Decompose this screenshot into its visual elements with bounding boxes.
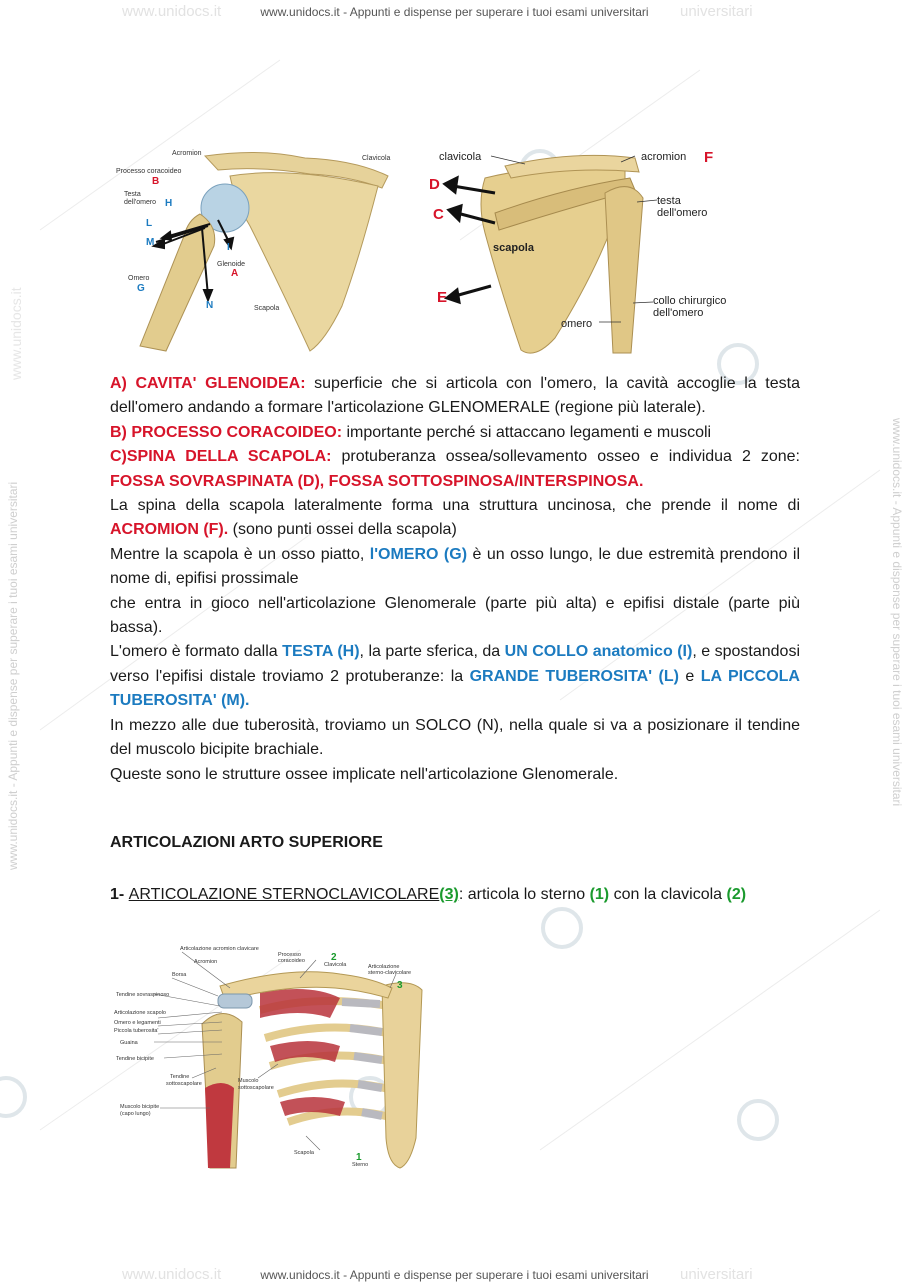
figure-scapula-anterior (110, 136, 410, 361)
fig3-label-capsula: Piccola tuberosita' (114, 1028, 159, 1034)
fig3-label-tendine: Tendine (170, 1074, 190, 1080)
side-watermark-left-ghost: www.unidocs.it (8, 287, 24, 380)
fig3-label-sottoscap2: sottoscapolare (238, 1085, 274, 1091)
term-processo-coracoideo: B) PROCESSO CORACOIDEO: (110, 423, 343, 441)
fig2-letter-c: C (433, 206, 444, 223)
fig3-label-tend-bic: Tendine bicipite (116, 1056, 154, 1062)
fig3-label-processo2: coracoideo (278, 958, 305, 964)
fig2-label-collo2: dell'omero (653, 307, 704, 319)
fig3-label-art-sterno1: Articolazione (368, 964, 400, 970)
fig1-letter-m: M (146, 237, 155, 248)
fig1-label-glenoide: Glenoide (217, 261, 246, 268)
fig2-label-omero: omero (561, 318, 593, 330)
fig2-label-testa: testa (657, 195, 681, 207)
section-title: ARTICOLAZIONI ARTO SUPERIORE (110, 834, 383, 851)
fig1-label-testa: Testa (124, 191, 141, 198)
fig3-number-1: 1 (356, 1152, 362, 1163)
paragraph-processo-coracoideo: B) PROCESSO CORACOIDEO: importante perché si attaccano legamenti e muscoli (110, 423, 712, 441)
fig2-letter-e: E (437, 289, 448, 306)
item-sternoclavicolare: 1- ARTICOLAZIONE STERNOCLAVICOLARE(3): articola lo sterno (1) con la clavicola (2) (110, 886, 747, 903)
page-footer: www.unidocs.it - Appunti e dispense per superare i tuoi esami universitari (260, 1268, 649, 1282)
figure-shoulder-joint (110, 938, 440, 1173)
fig3-label-scapola: Scapola (294, 1150, 314, 1156)
fig3-label-sterno: Sterno (352, 1162, 369, 1168)
term-testa: TESTA (H) (282, 643, 360, 661)
term-cavita-glenoidea: A) CAVITA' GLENOIDEA: (110, 375, 306, 392)
fig1-letter-l: L (146, 218, 153, 229)
side-watermark-left: www.unidocs.it - Appunti e dispense per superare i tuoi esami universitari (6, 481, 20, 870)
fig3-label-muscolo: Muscolo (238, 1078, 259, 1084)
term-collo: UN COLLO anatomico (I) (504, 643, 693, 661)
fig3-label-borsa: Borsa (172, 972, 187, 978)
paragraph-acromion: La spina della scapola lateralmente forma una struttura uncinosa, che prende il nome di ACROMION (F). (sono punti ossei della scapola) (110, 497, 800, 539)
fig3-label-acromion: Acromion (194, 959, 218, 965)
fig3-label-guaina: Guaina (120, 1040, 138, 1046)
paragraph-omero: Mentre la scapola è un osso piatto, l'OMERO (G) è un osso lungo, le due estremità prendono il nome di, epifisi prossimale (110, 545, 801, 588)
term-fosse: FOSSA SOVRASPINATA (D), FOSSA SOTTOSPINOSA/INTERSPINOSA. (110, 472, 644, 490)
header-ghost-left: www.unidocs.it (122, 3, 222, 20)
fig3-number-3: 3 (397, 980, 403, 991)
side-watermark-right: www.unidocs.it - Appunti e dispense per superare i tuoi esami universitari (890, 418, 904, 807)
fig3-label-art-scap: Articolazione scapolo (114, 1010, 166, 1016)
fig2-label-dellomero: dell'omero (657, 207, 708, 219)
fig2-letter-d: D (429, 176, 440, 193)
fig3-label-tendine-sovra: Tendine sovraspinoso (116, 992, 170, 998)
term-grande-tuberosita: GRANDE TUBEROSITA' (L) (469, 667, 679, 685)
main-text (110, 372, 800, 787)
fig2-label-acromion: acromion (641, 151, 687, 163)
fig3-label-musc-bic1: Muscolo bicipite (120, 1104, 160, 1110)
fig3-label-omero-lig: Omero e legamenti (114, 1020, 161, 1026)
term-acromion: ACROMION (F). (110, 521, 229, 539)
paragraph-cavita-glenoidea: A) CAVITA' GLENOIDEA: superficie che si articola con l'omero, la cavità accoglie la testa dell'omero andando a formare l'articolazione GLENOMERALE (regione più laterale). (110, 375, 800, 417)
fig3-label-art-sterno2: sterno-clavicolare (368, 970, 412, 976)
fig3-number-2: 2 (331, 952, 337, 963)
fig1-letter-a: A (231, 268, 239, 279)
fig3-label-clavicola: Clavicola (324, 962, 347, 968)
footer-ghost-left: www.unidocs.it (122, 1266, 222, 1283)
footer-ghost-right: universitari (680, 1266, 753, 1283)
paragraph-testa-omero: L'omero è formato dalla TESTA (H), la parte sferica, da UN COLLO anatomico (I), e spostandosi verso l'epifisi distale troviamo 2 protuberanze: la GRANDE TUBEROSITA' (L) e LA PICCOLA TUBEROSITA' (M). (110, 643, 801, 710)
paragraph-spina-scapola: C)SPINA DELLA SCAPOLA: protuberanza ossea/sollevamento osseo e individua 2 zone: FOSSA SOVRASPINATA (D), FOSSA SOTTOSPINOSA/INTERSPINOSA. (110, 448, 800, 490)
fig1-letter-g: G (137, 283, 145, 294)
fig1-letter-b: B (152, 176, 160, 187)
term-piccola-tuberosita: LA PICCOLA TUBEROSITA' (M). (110, 667, 800, 710)
fig3-label-musc-bic2: (capo lungo) (120, 1111, 151, 1117)
term-spina-scapola: C)SPINA DELLA SCAPOLA: (110, 448, 332, 466)
fig1-label-acromion: Acromion (172, 150, 202, 157)
fig2-label-scapola: scapola (493, 242, 534, 254)
fig2-letter-f: F (704, 149, 714, 166)
term-omero: l'OMERO (G) (369, 545, 468, 563)
fig2-label-clavicola: clavicola (439, 151, 482, 163)
paragraph-solco: In mezzo alle due tuberosità, troviamo un SOLCO (N), nella quale si va a posizionare il tendine del muscolo bicipite brachiale. (110, 716, 800, 759)
header-ghost-right: universitari (680, 3, 753, 20)
fig3-label-art-acromion: Articolazione acromion clavicare (180, 946, 259, 952)
fig1-label-processo: Processo coracoideo (116, 168, 182, 175)
fig1-label-dellomero: dell'omero (124, 199, 157, 206)
fig2-label-collo: collo chirurgico (653, 295, 727, 307)
figure-scapula-posterior (425, 138, 775, 360)
fig1-letter-h: H (165, 198, 173, 209)
fig1-label-omero: Omero (128, 275, 150, 282)
fig1-label-scapola: Scapola (254, 305, 280, 312)
term-sternoclavicolare: ARTICOLAZIONE STERNOCLAVICOLARE (128, 886, 440, 903)
fig3-label-processo1: Processo (278, 952, 301, 958)
fig3-label-sottoscap: sottoscapolare (166, 1081, 202, 1087)
fig1-letter-n: N (206, 300, 214, 311)
fig1-label-clavicola: Clavicola (362, 155, 391, 162)
page-header: www.unidocs.it - Appunti e dispense per superare i tuoi esami universitari (260, 5, 649, 19)
fig1-letter-i: I (227, 242, 230, 253)
paragraph-conclusione: Queste sono le strutture ossee implicate nell'articolazione Glenomerale. (110, 765, 619, 783)
paragraph-epifisi: che entra in gioco nell'articolazione Glenomerale (parte più alta) e epifisi distale (parte più bassa). (110, 594, 800, 637)
